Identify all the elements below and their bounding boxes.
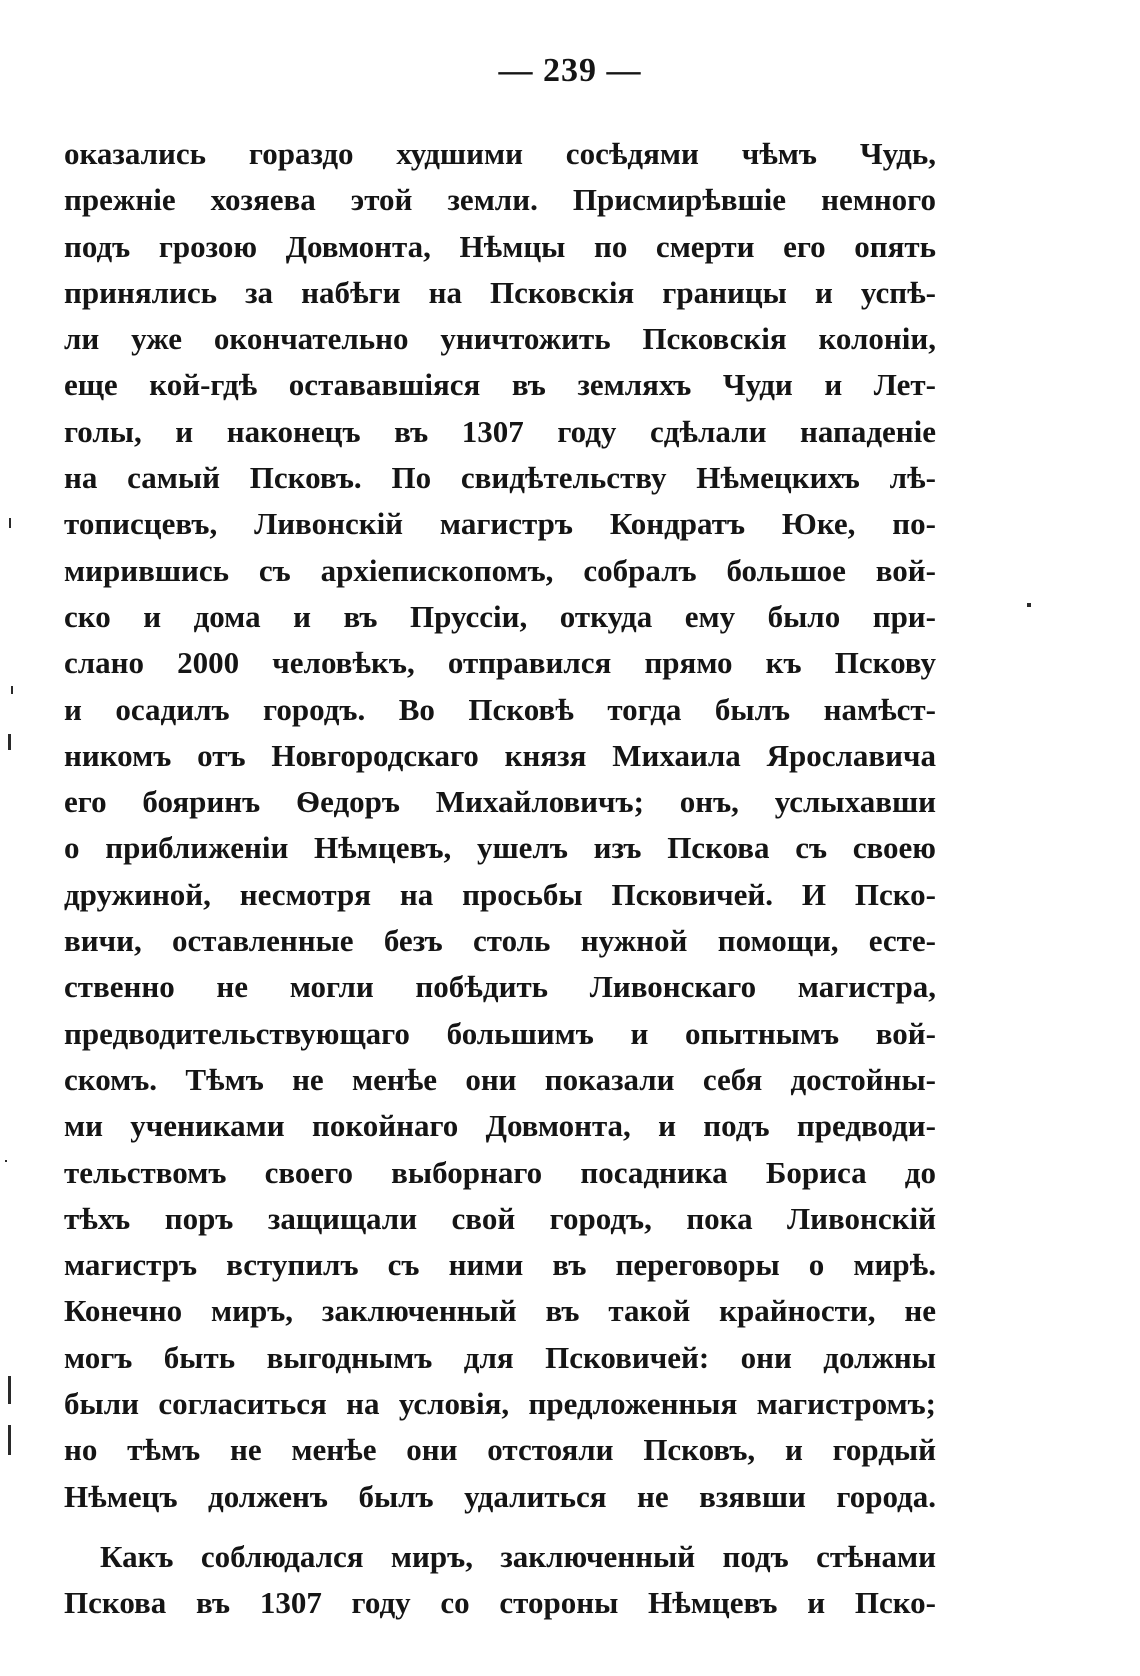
text-line: Пскова въ 1307 году со стороны Нѣмцевъ и Пско- bbox=[64, 1585, 936, 1621]
paragraph bbox=[64, 1534, 936, 1627]
margin-speck bbox=[8, 1376, 11, 1404]
text-line: Какъ соблюдался миръ, заключенный подъ стѣнами bbox=[100, 1538, 936, 1574]
margin-speck bbox=[8, 734, 11, 750]
text-line: подъ грозою Довмонта, Нѣмцы по смерти его опять bbox=[64, 228, 936, 264]
paragraph bbox=[64, 131, 936, 1520]
margin-speck bbox=[9, 518, 11, 528]
text-line: ли уже окончательно уничтожить Псковскія колоніи, bbox=[64, 321, 936, 357]
body-text bbox=[64, 131, 936, 1627]
text-line: предводительствующаго большимъ и опытнымъ вой- bbox=[64, 1015, 936, 1051]
text-line: на самый Псковъ. По свидѣтельству Нѣмецкихъ лѣ- bbox=[64, 460, 936, 496]
text-line: и осадилъ городъ. Во Псковѣ тогда былъ намѣст- bbox=[64, 691, 936, 727]
text-line: ственно не могли побѣдить Ливонскаго магистра, bbox=[64, 969, 936, 1005]
text-line: тельствомъ своего выборнаго посадника Бориса до bbox=[64, 1154, 936, 1190]
text-line: оказались гораздо худшими сосѣдями чѣмъ Чудь, bbox=[64, 136, 936, 171]
text-line: слано 2000 человѣкъ, отправился прямо къ Пскову bbox=[64, 645, 936, 681]
page-number: — 239 — bbox=[498, 52, 642, 89]
text-line: были согласиться на условія, предложенныя магистромъ; bbox=[64, 1386, 936, 1422]
text-line: о приближеніи Нѣмцевъ, ушелъ изъ Пскова съ своею bbox=[64, 830, 936, 866]
text-line: ми учениками покойнаго Довмонта, и подъ предводи- bbox=[64, 1108, 936, 1144]
text-line: Конечно миръ, заключенный въ такой крайности, не bbox=[64, 1293, 936, 1329]
text-line: магистръ вступилъ съ ними въ переговоры о мирѣ. bbox=[64, 1247, 936, 1283]
margin-speck bbox=[1027, 603, 1031, 607]
text-line: никомъ отъ Новгородскаго князя Михаила Ярославича bbox=[64, 737, 936, 773]
text-line: мирившись съ архіепископомъ, собралъ большое вой- bbox=[64, 552, 936, 588]
text-line: ско и дома и въ Пруссіи, откуда ему было при- bbox=[64, 598, 936, 634]
text-line: вичи, оставленные безъ столь нужной помощи, есте- bbox=[64, 923, 936, 959]
paragraph-gap bbox=[64, 1520, 936, 1534]
margin-speck bbox=[11, 686, 13, 694]
text-line: Нѣмецъ долженъ былъ удалиться не взявши города. bbox=[64, 1478, 936, 1514]
text-line: еще кой-гдѣ остававшіяся въ земляхъ Чуди и Лет- bbox=[64, 367, 936, 403]
margin-speck bbox=[8, 1425, 11, 1455]
text-line: тѣхъ поръ защищали свой городъ, пока Ливонскій bbox=[64, 1200, 936, 1236]
text-line: дружиной, несмотря на просьбы Псковичей. И Пско- bbox=[64, 876, 936, 912]
text-line: принялись за набѣги на Псковскія границы и успѣ- bbox=[64, 274, 936, 310]
text-line: тописцевъ, Ливонскій магистръ Кондратъ Юке, по- bbox=[64, 506, 936, 542]
text-line: но тѣмъ не менѣе они отстояли Псковъ, и гордый bbox=[64, 1432, 936, 1468]
text-line: могъ быть выгоднымъ для Псковичей: они должны bbox=[64, 1339, 936, 1375]
text-line: скомъ. Тѣмъ не менѣе они показали себя достойны- bbox=[64, 1061, 936, 1097]
margin-speck bbox=[5, 1160, 7, 1162]
text-line: его бояринъ Ѳедоръ Михайловичъ; онъ, услыхавши bbox=[64, 784, 936, 820]
text-line: прежніе хозяева этой земли. Присмирѣвшіе немного bbox=[64, 182, 936, 218]
text-line: голы, и наконецъ въ 1307 году сдѣлали нападеніе bbox=[64, 413, 936, 449]
